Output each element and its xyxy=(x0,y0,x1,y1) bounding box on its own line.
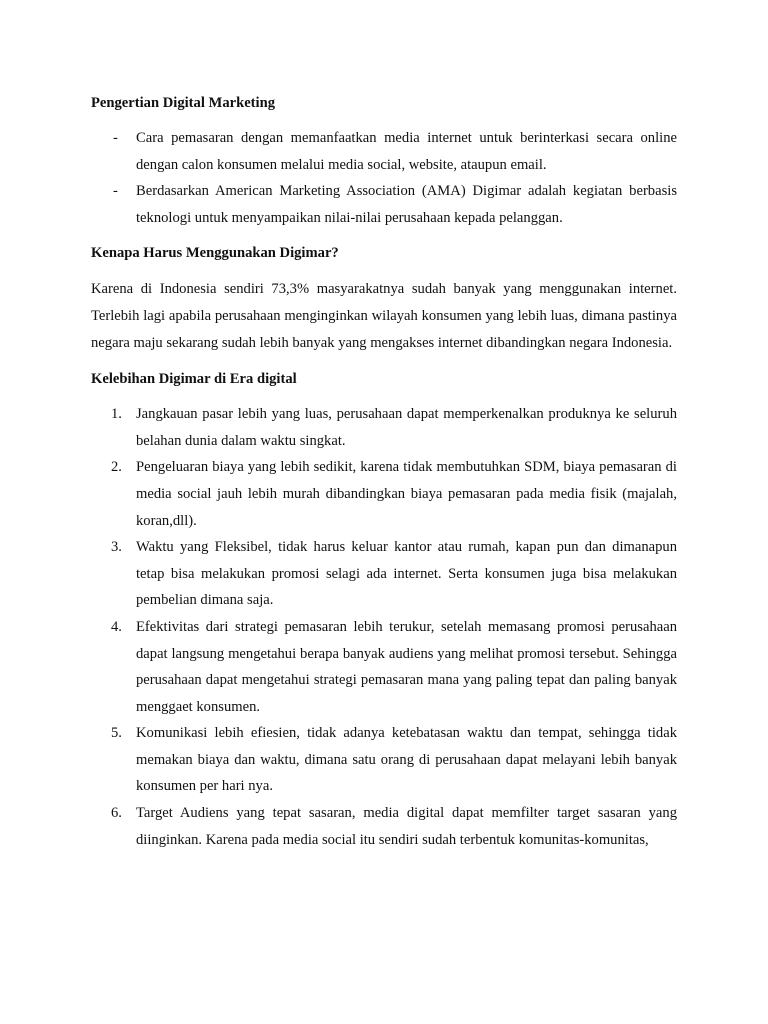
list-number: 6. xyxy=(111,805,122,822)
list-item-text: Berdasarkan American Marketing Association (AMA) Digimar adalah kegiatan berbasis teknologi untuk menyampaikan nilai-nilai perusahaan kepada pelanggan. xyxy=(136,183,677,226)
definition-list xyxy=(91,125,677,231)
list-item xyxy=(91,614,677,720)
paragraph-kenapa: Karena di Indonesia sendiri 73,3% masyarakatnya sudah banyak yang menggunakan internet. Terlebih lagi apabila perusahaan menginginkan wilayah konsumen yang lebih luas, dimana pastinya negara maju sekarang sudah lebih banyak yang mengakses internet dibandingkan negara Indonesia. xyxy=(91,281,677,351)
list-item xyxy=(91,454,677,534)
heading-kelebihan: Kelebihan Digimar di Era digital xyxy=(91,371,297,388)
bullet-dash: - xyxy=(113,130,118,146)
list-number: 1. xyxy=(111,406,122,423)
list-item xyxy=(91,401,677,454)
list-item xyxy=(91,178,677,231)
list-item-text: Cara pemasaran dengan memanfaatkan media internet untuk berinterkasi secara online dengan calon konsumen melalui media social, website, ataupun email. xyxy=(136,130,677,173)
advantages-list xyxy=(91,401,677,853)
list-number: 5. xyxy=(111,725,122,742)
list-item-text: Efektivitas dari strategi pemasaran lebih terukur, setelah memasang promosi perusahaan dapat langsung mengetahui berapa banyak audiens yang melihat promosi tersebut. Sehingga perusahaan dapat mengetahui strategi pemasaran mana yang paling tepat dan paling banyak menggaet konsumen. xyxy=(136,618,677,715)
list-item-text: Target Audiens yang tepat sasaran, media digital dapat memfilter target sasaran yang diinginkan. Karena pada media social itu sendiri sudah terbentuk komunitas-komunitas, xyxy=(136,805,677,848)
list-item-text: Waktu yang Fleksibel, tidak harus keluar kantor atau rumah, kapan pun dan dimanapun tetap bisa melakukan promosi selagi ada internet. Serta konsumen juga bisa melakukan pembelian dimana saja. xyxy=(136,539,677,609)
list-number: 4. xyxy=(111,618,122,635)
heading-kenapa: Kenapa Harus Menggunakan Digimar? xyxy=(91,245,339,262)
list-item xyxy=(91,800,677,853)
bullet-dash: - xyxy=(113,183,118,200)
list-item-text: Jangkauan pasar lebih yang luas, perusahaan dapat memperkenalkan produknya ke seluruh belahan dunia dalam waktu singkat. xyxy=(136,406,677,449)
list-item xyxy=(91,534,677,614)
list-number: 3. xyxy=(111,539,122,556)
list-item-text: Komunikasi lebih efiesien, tidak adanya ketebatasan waktu dan tempat, sehingga tidak memakan biaya dan waktu, dimana satu orang di perusahaan dapat melayani lebih banyak konsumen per hari nya. xyxy=(136,725,677,795)
list-item xyxy=(91,125,677,178)
document-page xyxy=(91,90,677,853)
list-item xyxy=(91,720,677,800)
list-number: 2. xyxy=(111,459,122,476)
list-item-text: Pengeluaran biaya yang lebih sedikit, karena tidak membutuhkan SDM, biaya pemasaran di media social jauh lebih murah dibandingkan biaya pemasaran pada media fisik (majalah, koran,dll). xyxy=(136,459,677,529)
heading-pengertian: Pengertian Digital Marketing xyxy=(91,95,276,111)
